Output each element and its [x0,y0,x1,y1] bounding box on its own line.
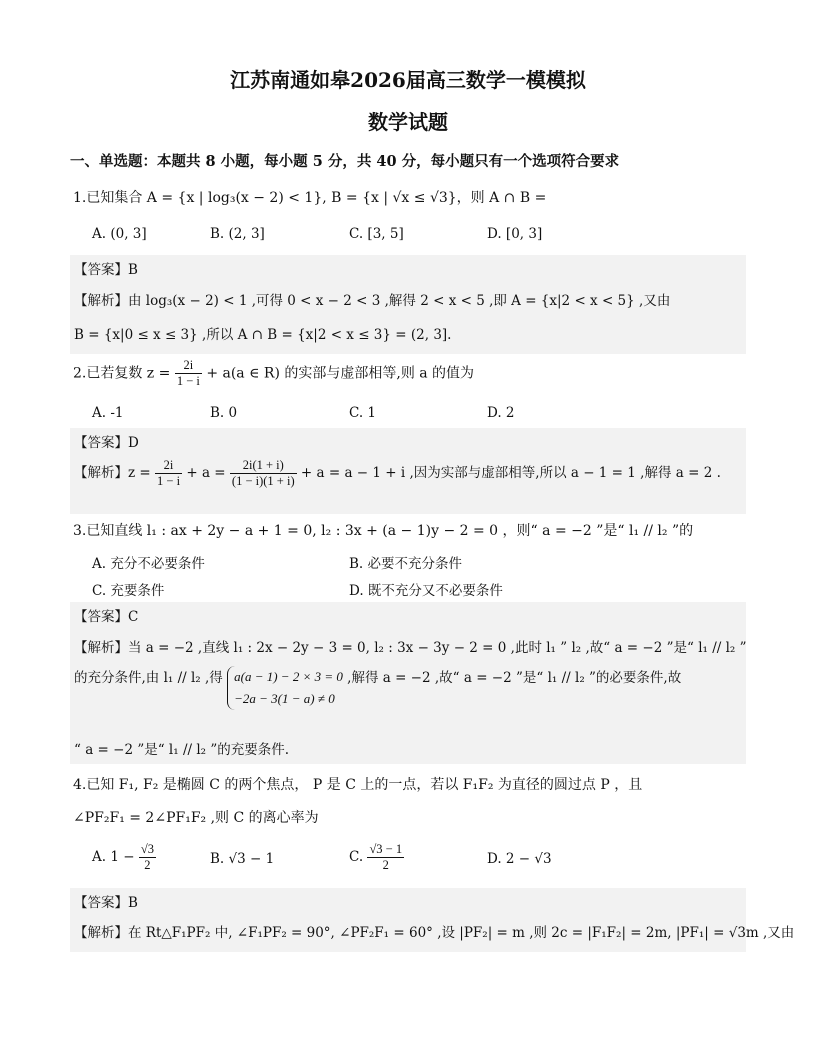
q2-analysis-den-2: (1 − i)(1 + i) [231,474,295,488]
q3-option-d: D. 既不充分又不必要条件 [349,583,503,599]
question-4-stem-2: ∠PF₂F₁ = 2∠PF₁F₂ ,则 C 的离心率为 [73,810,319,826]
section-heading: 一、单选题：本题共 8 小题，每小题 5 分，共 40 分，每小题只有一个选项符合要求 [70,153,620,170]
q4-option-c [349,842,404,873]
q2-analysis-pre: 【解析】z = [74,465,151,481]
question-4-stem-1: 4.已知 F₁, F₂ 是椭圆 C 的两个焦点， P 是 C 上的一点，若以 F₁F₂ 为直径的圆过点 P ，且 [73,777,643,793]
q1-option-a: A. (0, 3] [92,226,147,242]
q3-equation-system [227,666,343,710]
q3-option-a: A. 充分不必要条件 [92,556,205,572]
q1-analysis-line-1: 【解析】由 log₃(x − 2) < 1 ,可得 0 < x − 2 < 3 ,解得 2 < x < 5 ,即 A = {x|2 < x < 5} ,又由 [74,293,671,309]
q3-answer-panel [70,602,746,764]
q2-analysis-post: + a = a − 1 + i ,因为实部与虚部相等,所以 a − 1 = 1 ,解得 a = 2 . [300,465,721,481]
q3-analysis-line-1: 【解析】当 a = −2 ,直线 l₁ : 2x − 2y − 3 = 0, l₂ : 3x − 3y − 2 = 0 ,此时 l₁ ” l₂ ,故“ a = −2 ”是“ l₁ // l₂ ” [74,640,747,656]
q2-analysis-mid: + a = [186,465,226,481]
q4-option-a-pre: A. 1 − [92,849,135,865]
q4-option-c-den: 2 [382,858,389,872]
q2-analysis-num-2: 2i(1 + i) [230,458,297,474]
q4-option-a [92,842,156,873]
q3-analysis-2-post: ,解得 a = −2 ,故“ a = −2 ”是“ l₁ // l₂ ”的必要条件,故 [347,670,682,686]
q2-option-a: A. -1 [92,405,124,421]
page-title: 江苏南通如皋2026届高三数学一模模拟 [230,68,586,92]
q1-option-d: D. [0, 3] [487,226,543,242]
q2-fraction [175,358,202,389]
q1-answer-panel [70,255,746,354]
question-2-stem [73,358,474,389]
q4-option-d: D. 2 − √3 [487,851,552,867]
q1-option-c: C. [3, 5] [349,226,404,242]
q3-option-c: C. 充要条件 [92,583,165,599]
q4-option-c-frac [367,842,404,873]
q2-option-c: C. 1 [349,405,377,421]
q2-frac-den: 1 − i [176,374,200,388]
q2-stem-post: + a(a ∈ R) 的实部与虚部相等,则 a 的值为 [206,365,475,382]
q2-stem-pre: 2.已若复数 z = [73,365,171,382]
q2-analysis-frac-1 [155,458,182,489]
q4-option-c-pre: C. [349,849,364,865]
q4-analysis-line-1: 【解析】在 Rt△F₁PF₂ 中, ∠F₁PF₂ = 90°, ∠PF₂F₁ = 60° ,设 |PF₂| = m ,则 2c = |F₁F₂| = 2m, |PF₁| = √3m ,又由 [74,925,795,941]
q2-answer-panel [70,428,746,514]
q1-analysis-line-2: B = {x|0 ≤ x ≤ 3} ,所以 A ∩ B = {x|2 < x ≤ 3} = (2, 3]. [74,327,452,343]
q1-option-b: B. (2, 3] [210,226,265,242]
q4-option-c-num: √3 − 1 [369,842,403,856]
q2-analysis-frac-2 [230,458,297,489]
q2-frac-num: 2i [175,358,202,374]
q2-option-d: D. 2 [487,405,515,421]
q4-answer-panel [70,888,795,952]
q1-answer: 【答案】B [74,262,138,278]
q2-analysis-den-1: 1 − i [157,474,181,488]
q3-analysis-2-pre: 的充分条件,由 l₁ // l₂ ,得 [74,670,223,686]
q3-analysis-line-3: “ a = −2 ”是“ l₁ // l₂ ”的充要条件. [74,742,290,758]
q3-system-eq-1: a(a − 1) − 2 × 3 = 0 [234,669,343,684]
question-3-stem: 3.已知直线 l₁ : ax + 2y − a + 1 = 0, l₂ : 3x + (a − 1)y − 2 = 0 ，则“ a = −2 ”是“ l₁ // l₂ ”的 [73,523,694,539]
q3-system-eq-2: −2a − 3(1 − a) ≠ 0 [234,691,335,706]
q4-option-a-den: 2 [144,858,151,872]
question-1-stem: 1.已知集合 A = {x | log₃(x − 2) < 1}, B = {x | √x ≤ √3}，则 A ∩ B = [73,190,547,206]
page-subtitle: 数学试题 [368,110,448,134]
q2-answer: 【答案】D [74,435,139,451]
q4-option-b: B. √3 − 1 [210,851,275,867]
q3-analysis-line-2 [74,666,681,710]
q2-option-b: B. 0 [210,405,238,421]
q2-analysis [74,458,721,489]
q2-analysis-num-1: 2i [155,458,182,474]
q4-option-a-frac [139,842,156,873]
q4-option-a-num: √3 [140,842,154,856]
q3-option-b: B. 必要不充分条件 [349,556,463,572]
q4-answer: 【答案】B [74,895,138,911]
q3-answer: 【答案】C [74,609,139,625]
